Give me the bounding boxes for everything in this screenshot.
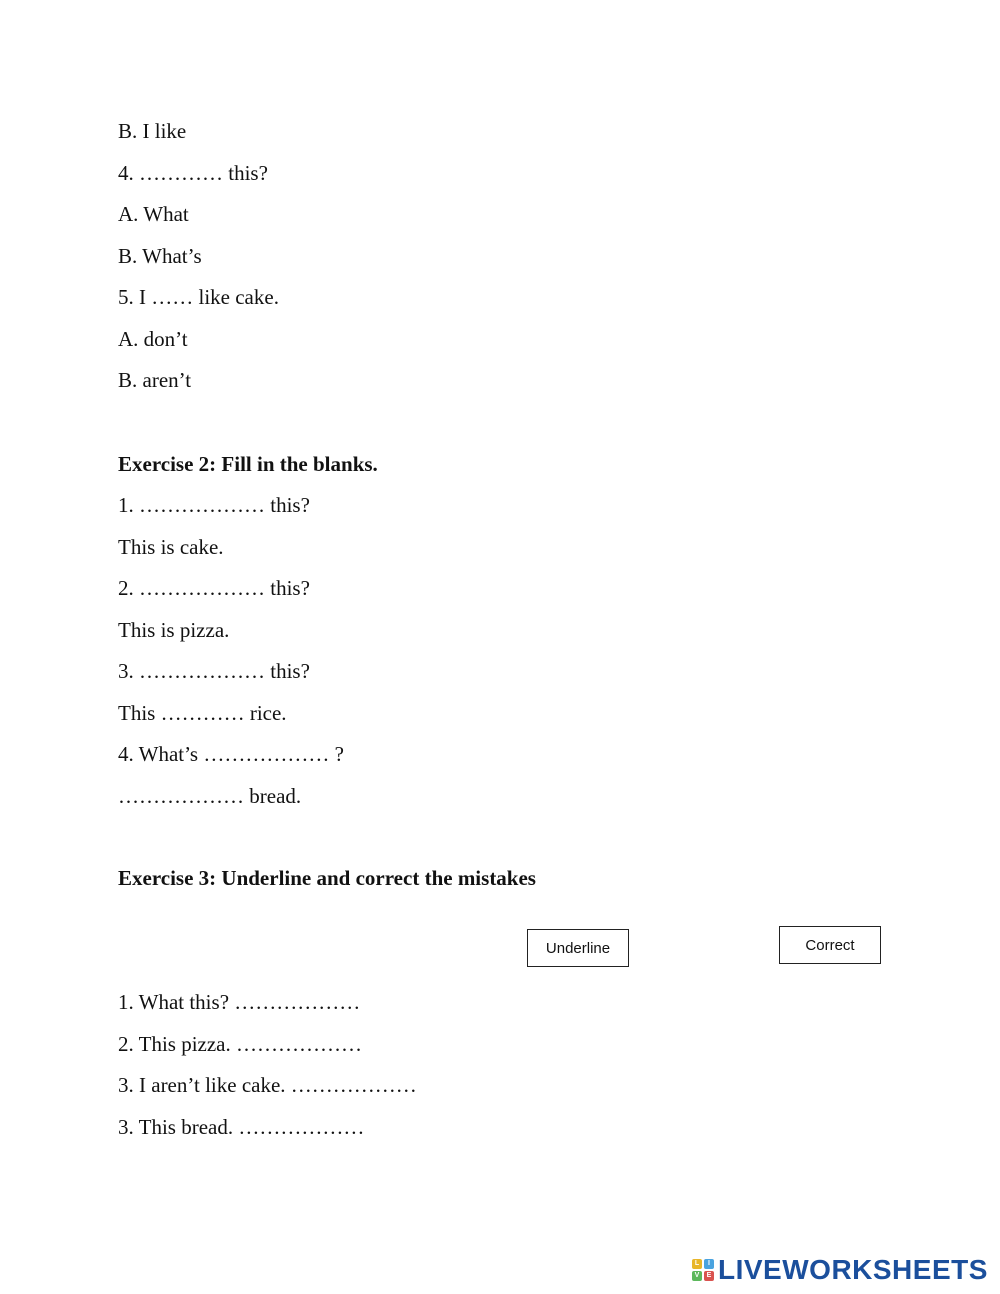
logo-mark-letter: E [704, 1271, 714, 1281]
option-b-arent: B. aren’t [118, 368, 192, 392]
logo-mark-letter: I [704, 1259, 714, 1269]
ex3-line: 3. I aren’t like cake. ……………… [118, 1073, 417, 1097]
logo-text: LIVEWORKSHEETS [718, 1254, 988, 1285]
question-5: 5. I …… like cake. [118, 285, 279, 309]
option-a-what: A. What [118, 202, 189, 226]
exercise3-heading: Exercise 3: Underline and correct the mistakes [118, 866, 536, 890]
underline-button[interactable]: Underline [527, 929, 629, 967]
ex2-line: 1. ……………… this? [118, 493, 310, 517]
ex2-line: 4. What’s ……………… ? [118, 742, 344, 766]
ex2-line: This is cake. [118, 535, 224, 559]
liveworksheets-logo [692, 1254, 988, 1286]
ex3-line: 2. This pizza. ……………… [118, 1032, 363, 1056]
ex2-line: 2. ……………… this? [118, 576, 310, 600]
ex2-line: This is pizza. [118, 618, 230, 642]
logo-mark-letter: L [692, 1259, 702, 1269]
logo-mark-icon [692, 1259, 714, 1281]
correct-button[interactable]: Correct [779, 926, 881, 964]
exercise2-heading: Exercise 2: Fill in the blanks. [118, 452, 378, 476]
option-b-i-like: B. I like [118, 119, 187, 143]
ex2-line: ……………… bread. [118, 784, 302, 808]
option-a-dont: A. don’t [118, 327, 188, 351]
option-b-whats: B. What’s [118, 244, 202, 268]
question-4: 4. ………… this? [118, 161, 268, 185]
logo-mark-letter: V [692, 1271, 702, 1281]
ex3-line: 1. What this? ……………… [118, 990, 361, 1014]
ex2-line: 3. ……………… this? [118, 659, 310, 683]
ex3-line: 3. This bread. ……………… [118, 1115, 365, 1139]
ex2-line: This ………… rice. [118, 701, 287, 725]
